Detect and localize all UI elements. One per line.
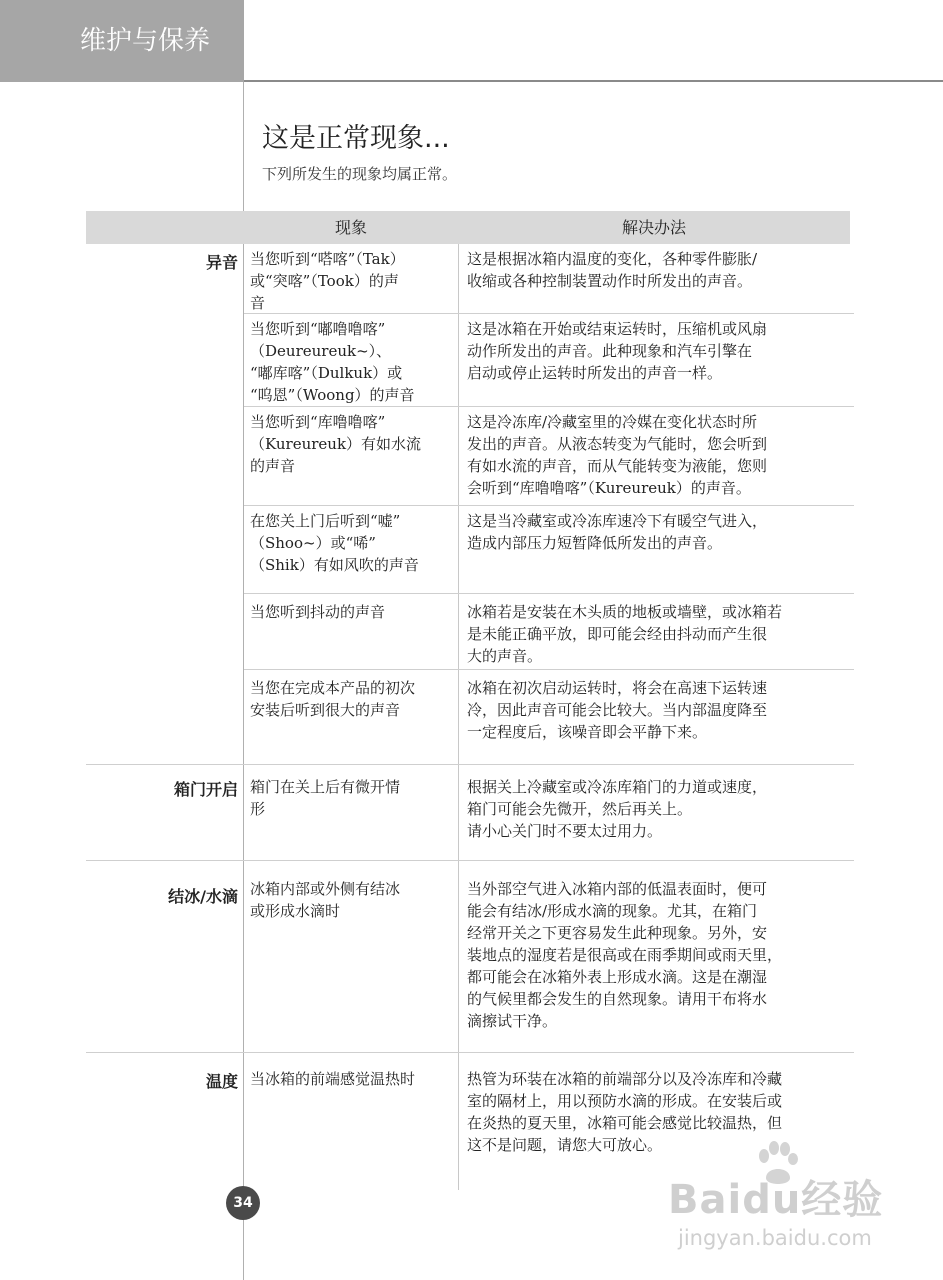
row-phenomenon: 冰箱内部或外侧有结冰 或形成水滴时 bbox=[250, 880, 401, 920]
category-door: 箱门开启 bbox=[173, 780, 238, 799]
header-solution: 解决办法 bbox=[621, 218, 686, 237]
header-phenomenon: 现象 bbox=[334, 218, 367, 237]
row-solution: 当外部空气进入冰箱内部的低温表面时，便可 能会有结冰/形成水滴的现象。尤其，在箱门 经常开关之下更容易发生此种现象。另外，安 装地点的湿度若是很高或在雨季期间或雨天里， 都可能会在冰箱外表上形成水滴。这是在潮湿 的气候里都会发生的自然现象。请用干布将水 滴擦试干净。 bbox=[467, 880, 783, 1030]
row-phenomenon: 箱门在关上后有微开情 形 bbox=[250, 778, 401, 818]
category-divider bbox=[86, 860, 854, 861]
category-frost: 结冰/水滴 bbox=[168, 887, 238, 906]
section-tab: 维护与保养 bbox=[0, 0, 244, 82]
watermark bbox=[668, 1140, 898, 1270]
left-margin-line bbox=[243, 82, 244, 1280]
row-solution: 这是根据冰箱内温度的变化，各种零件膨胀/ 收缩或各种控制装置动作时所发出的声音。 bbox=[467, 250, 758, 290]
row-solution: 这是冰箱在开始或结束运转时，压缩机或风扇 动作所发出的声音。此种现象和汽车引擎在 启动或停止运转时所发出的声音一样。 bbox=[467, 320, 768, 382]
table-header bbox=[86, 211, 850, 244]
row-divider bbox=[244, 593, 854, 594]
watermark-url: jingyan.baidu.com bbox=[678, 1226, 872, 1250]
page-subtitle: 下列所发生的现象均属正常。 bbox=[262, 165, 458, 183]
category-temperature: 温度 bbox=[205, 1072, 238, 1091]
page-title: 这是正常现象... bbox=[262, 123, 450, 154]
watermark-brand: Baidu经验 bbox=[668, 1177, 884, 1223]
row-phenomenon: 当您听到“嘟噜噜喀” （Deureureuk~）、 “嘟库喀”（Dulkuk）或 “呜恩”（Woong）的声音 bbox=[250, 320, 415, 404]
row-divider bbox=[244, 406, 854, 407]
category-divider bbox=[86, 1052, 854, 1053]
row-divider bbox=[244, 505, 854, 506]
header-rule bbox=[244, 80, 943, 82]
row-phenomenon: 当您在完成本产品的初次 安装后听到很大的声音 bbox=[250, 679, 416, 719]
row-solution: 这是冷冻库/冷藏室里的冷媒在变化状态时所 发出的声音。从液态转变为气能时，您会听到 有如水流的声音，而从气能转变为液能，您则 会听到“库噜噜喀”（Kureureuk）的声音。 bbox=[467, 413, 768, 497]
row-solution: 这是当冷藏室或冷冻库速冷下有暖空气进入， 造成内部压力短暂降低所发出的声音。 bbox=[467, 512, 768, 552]
row-phenomenon: 当您听到抖动的声音 bbox=[250, 603, 386, 621]
category-noise: 异音 bbox=[205, 253, 238, 272]
row-solution: 根据关上冷藏室或冷冻库箱门的力道或速度， 箱门可能会先微开，然后再关上。 请小心关门时不要太过用力。 bbox=[467, 778, 768, 840]
row-phenomenon: 在您关上门后听到“嘘” （Shoo~）或“唏” （Shik）有如风吹的声音 bbox=[250, 512, 419, 574]
row-divider bbox=[244, 669, 854, 670]
category-divider bbox=[86, 764, 854, 765]
row-phenomenon: 当您听到“库噜噜喀” （Kureureuk）有如水流 的声音 bbox=[250, 413, 422, 475]
row-solution: 热管为环装在冰箱的前端部分以及冷冻库和冷藏 室的隔材上，用以预防水滴的形成。在安装后或 在炎热的夏天里，冰箱可能会感觉比较温热，但 这不是问题，请您大可放心。 bbox=[467, 1070, 783, 1154]
row-phenomenon: 当您听到“嗒喀”（Tak） 或“突喀”（Took）的声 音 bbox=[250, 250, 405, 312]
row-solution: 冰箱若是安装在木头质的地板或墙壁，或冰箱若 是未能正确平放，即可能会经由抖动而产生很 大的声音。 bbox=[467, 603, 783, 665]
column-divider bbox=[458, 244, 459, 1190]
row-solution: 冰箱在初次启动运转时，将会在高速下运转速 冷，因此声音可能会比较大。当内部温度降至 一定程度后，该噪音即会平静下来。 bbox=[467, 679, 768, 741]
row-phenomenon: 当冰箱的前端感觉温热时 bbox=[250, 1070, 416, 1088]
page-number: 34 bbox=[226, 1186, 260, 1220]
